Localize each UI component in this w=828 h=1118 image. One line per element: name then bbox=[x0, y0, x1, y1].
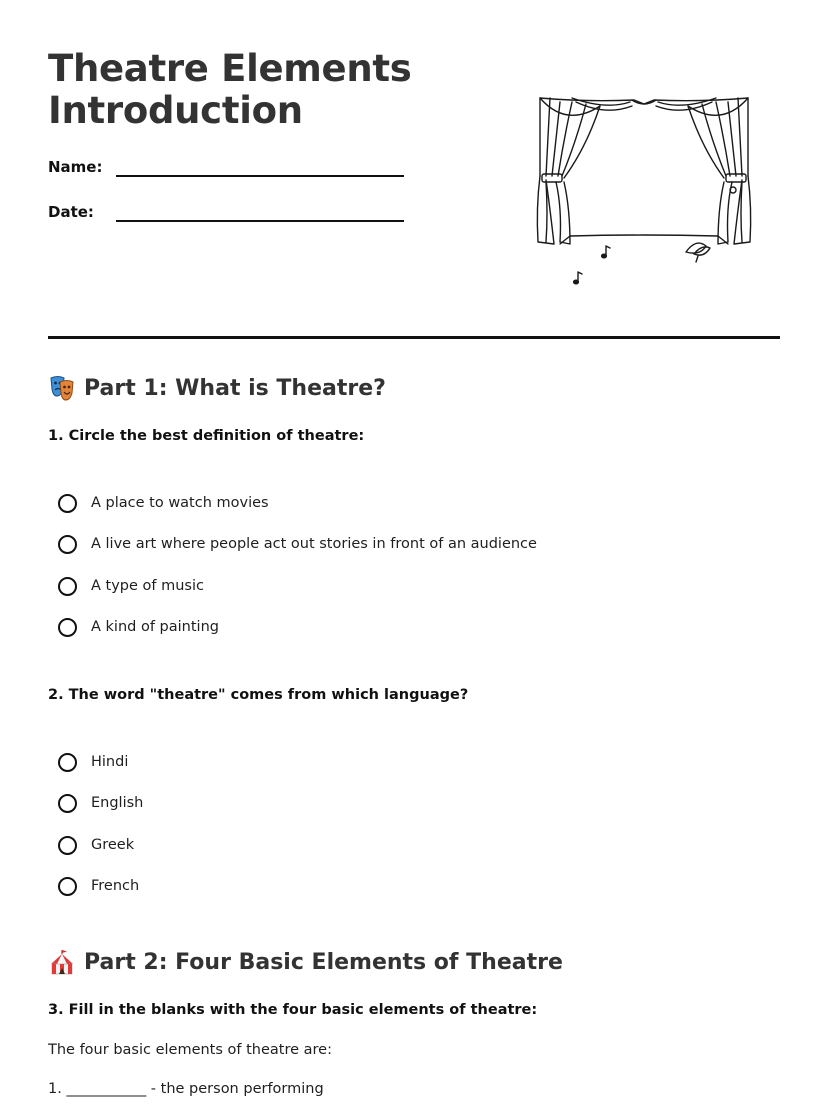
name-label: Name: bbox=[48, 158, 103, 176]
option-label: Greek bbox=[91, 837, 135, 853]
title-line-2: Introduction bbox=[48, 89, 303, 132]
date-write-line[interactable] bbox=[116, 220, 404, 222]
question-1: 1. Circle the best definition of theatre: bbox=[48, 428, 365, 444]
option-label: A type of music bbox=[91, 578, 204, 594]
date-label: Date: bbox=[48, 203, 94, 221]
section-divider bbox=[48, 336, 780, 339]
stage-curtain-illustration bbox=[526, 88, 762, 290]
q2-option-2[interactable] bbox=[58, 791, 143, 815]
option-label: A kind of painting bbox=[91, 619, 219, 635]
option-label: English bbox=[91, 795, 144, 811]
question-2: 2. The word "theatre" comes from which language? bbox=[48, 687, 469, 703]
part2-heading-text: Part 2: Four Basic Elements of Theatre bbox=[84, 949, 563, 975]
worksheet-title bbox=[48, 48, 428, 132]
option-label: French bbox=[91, 878, 140, 894]
question-3: 3. Fill in the blanks with the four basic elements of theatre: bbox=[48, 1002, 538, 1018]
circus-tent-icon bbox=[48, 948, 76, 976]
option-label: A place to watch movies bbox=[91, 495, 269, 511]
answer-circle[interactable] bbox=[58, 877, 77, 896]
title-line-1: Theatre Elements bbox=[48, 47, 412, 90]
q1-option-4[interactable] bbox=[58, 615, 219, 639]
worksheet-header bbox=[48, 47, 428, 221]
elements-intro-text: The four basic elements of theatre are: bbox=[48, 1042, 332, 1058]
name-field[interactable] bbox=[48, 158, 428, 188]
date-field[interactable] bbox=[48, 203, 428, 233]
q1-option-1[interactable] bbox=[58, 491, 269, 515]
answer-circle[interactable] bbox=[58, 577, 77, 596]
answer-circle[interactable] bbox=[58, 794, 77, 813]
option-label: Hindi bbox=[91, 754, 129, 770]
q2-option-1[interactable] bbox=[58, 750, 128, 774]
name-write-line[interactable] bbox=[116, 175, 404, 177]
answer-circle[interactable] bbox=[58, 836, 77, 855]
theatre-masks-icon bbox=[48, 374, 76, 402]
fill-blank-item-1[interactable]: 1. ___________ - the person performing bbox=[48, 1081, 324, 1097]
answer-circle[interactable] bbox=[58, 618, 77, 637]
q2-option-3[interactable] bbox=[58, 833, 134, 857]
answer-circle[interactable] bbox=[58, 494, 77, 513]
option-label: A live art where people act out stories in front of an audience bbox=[91, 536, 537, 552]
part1-heading-text: Part 1: What is Theatre? bbox=[84, 375, 386, 401]
answer-circle[interactable] bbox=[58, 535, 77, 554]
q2-option-4[interactable] bbox=[58, 874, 139, 898]
q1-option-3[interactable] bbox=[58, 574, 204, 598]
part1-heading bbox=[48, 374, 386, 402]
answer-circle[interactable] bbox=[58, 753, 77, 772]
q1-option-2[interactable] bbox=[58, 532, 537, 556]
part2-heading bbox=[48, 948, 563, 976]
